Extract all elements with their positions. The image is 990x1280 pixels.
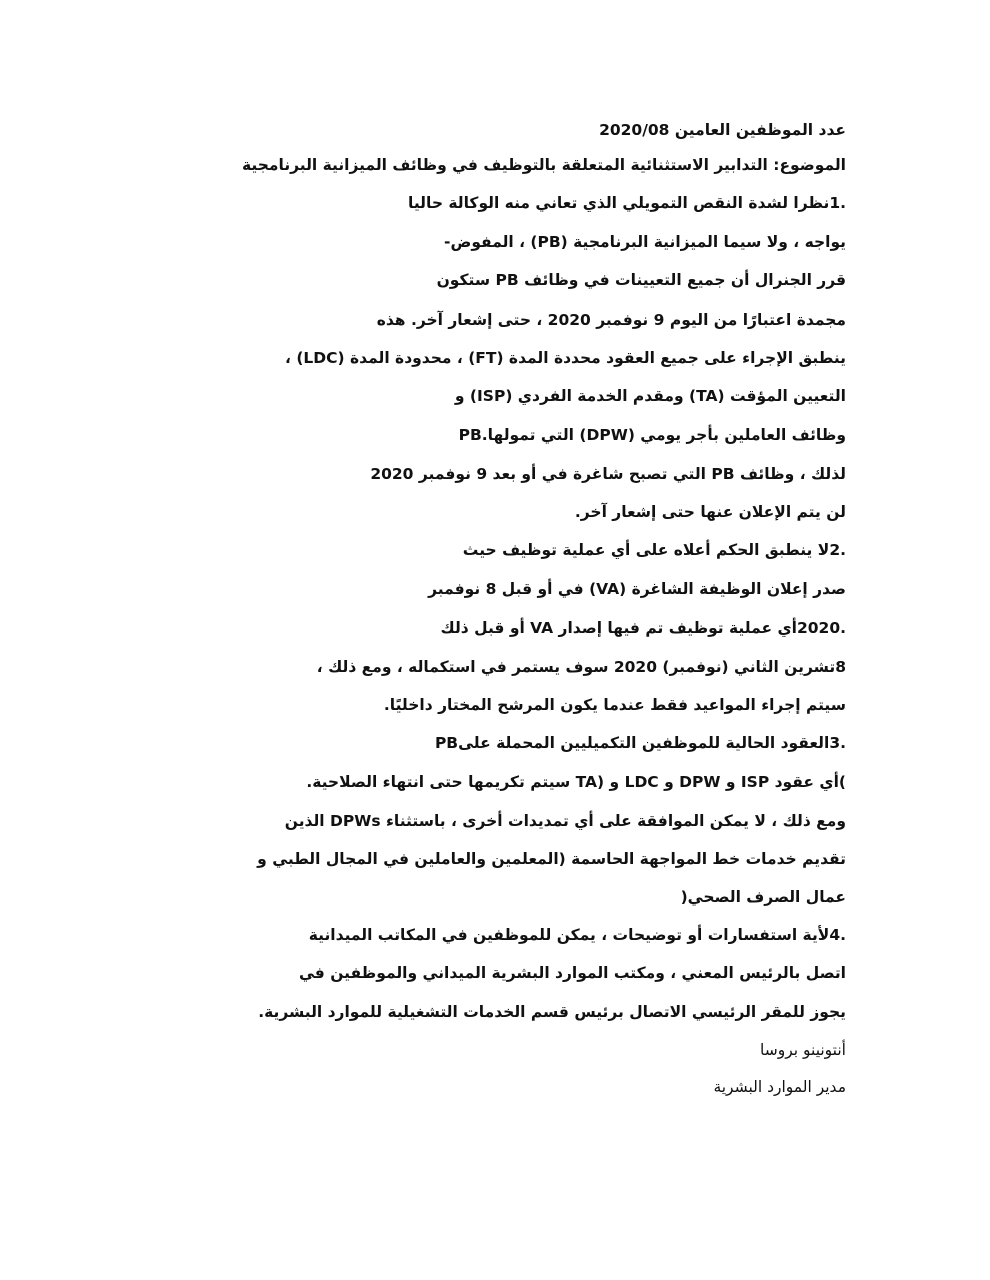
- paragraph-3-line-1: .3العقود الحالية للموظفين التكميليين المحملة علىPB: [434, 734, 846, 752]
- paragraph-4-line-3: يجوز للمقر الرئيسي الاتصال برئيس قسم الخدمات التشغيلية للموارد البشرية.: [258, 1003, 846, 1021]
- paragraph-1-line-1: .1نظرا لشدة النقص التمويلي الذي تعاني منه الوكالة حاليا: [408, 194, 846, 212]
- paragraph-3-line-3: ومع ذلك ، لا يمكن الموافقة على أي تمديدات أخرى ، باستثناء DPWs الذين: [284, 812, 846, 830]
- paragraph-1-line-3: قرر الجنرال أن جميع التعيينات في وظائف PB ستكون: [436, 271, 846, 289]
- signatory-title: مدير الموارد البشرية: [713, 1078, 846, 1096]
- paragraph-1-line-8: لذلك ، وظائف PB التي تصبح شاغرة في أو بعد 9 نوفمبر 2020: [370, 465, 846, 483]
- paragraph-2-line-1: .2لا ينطبق الحكم أعلاه على أي عملية توظيف حيث: [462, 541, 846, 559]
- paragraph-3-line-2: )أي عقود ISP و DPW و LDC و (TA سيتم تكريمها حتى انتهاء الصلاحية.: [306, 773, 846, 791]
- paragraph-1-line-7: وظائف العاملين بأجر يومي (DPW) التي تمولها.PB: [458, 426, 846, 444]
- signatory-name: أنتونينو بروسا: [760, 1041, 846, 1059]
- paragraph-1-line-9: لن يتم الإعلان عنها حتى إشعار آخر.: [574, 503, 846, 521]
- paragraph-2-line-2: صدر إعلان الوظيفة الشاغرة (VA) في أو قبل 8 نوفمبر: [428, 580, 846, 598]
- paragraph-2-line-5: سيتم إجراء المواعيد فقط عندما يكون المرشح المختار داخليًا.: [383, 696, 846, 714]
- paragraph-3-line-4: تقديم خدمات خط المواجهة الحاسمة (المعلمين والعاملين في المجال الطبي و: [257, 850, 846, 868]
- reference-number: عدد الموظفين العامين 2020/08: [599, 121, 846, 139]
- subject-line: الموضوع: التدابير الاستثنائية المتعلقة بالتوظيف في وظائف الميزانية البرنامجية: [242, 156, 846, 174]
- paragraph-4-line-1: .4لأية استفسارات أو توضيحات ، يمكن للموظفين في المكاتب الميدانية: [308, 926, 846, 944]
- paragraph-3-line-5: عمال الصرف الصحي(: [680, 888, 846, 906]
- paragraph-1-line-6: التعيين المؤقت (TA) ومقدم الخدمة الفردي (ISP) و: [454, 387, 846, 405]
- paragraph-1-line-2: يواجه ، ولا سيما الميزانية البرنامجية (PB) ، المفوض-: [444, 233, 846, 251]
- paragraph-1-line-5: ينطبق الإجراء على جميع العقود محددة المدة (FT) ، محدودة المدة (LDC) ،: [285, 349, 846, 367]
- paragraph-2-line-4: 8تشرين الثاني (نوفمبر) 2020 سوف يستمر في استكماله ، ومع ذلك ،: [316, 658, 846, 676]
- paragraph-2-line-3: .2020أي عملية توظيف تم فيها إصدار VA أو قبل ذلك: [440, 619, 846, 637]
- paragraph-1-line-4: مجمدة اعتبارًا من اليوم 9 نوفمبر 2020 ، حتى إشعار آخر. هذه: [376, 311, 846, 329]
- paragraph-4-line-2: اتصل بالرئيس المعني ، ومكتب الموارد البشرية الميداني والموظفين في: [298, 964, 846, 982]
